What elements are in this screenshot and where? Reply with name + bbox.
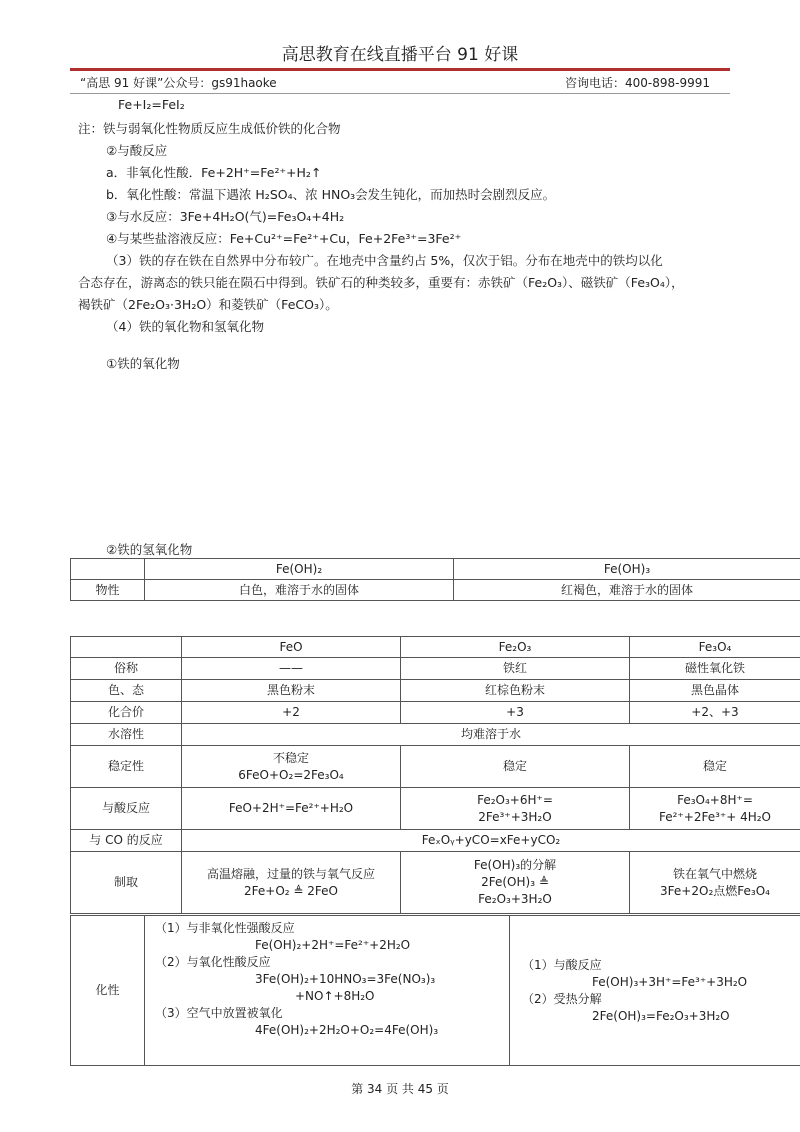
table-cell: 红褐色，难溶于水的固体 [454,580,800,601]
row-label: 物性 [71,580,145,601]
section-heading: ②与酸反应 [106,143,168,158]
table-cell [401,852,630,914]
table-cell: 均难溶于水 [182,724,800,746]
cell-line: Fe₂O₃+6H⁺= [477,792,553,807]
table-cell: +2、+3 [630,702,800,724]
cell-line: 不稳定 [272,750,309,765]
cell-line: +NO↑+8H₂O [295,989,375,1003]
table-cell: 白色，难溶于水的固体 [145,580,454,601]
table-cell: 黑色粉末 [182,680,401,702]
table-cell: 稳定 [401,746,630,788]
row-label: 与酸反应 [71,788,182,830]
paragraph-line: （3）铁的存在铁在自然界中分布较广。在地壳中含量约占 5%，仅次于铝。分布在地壳中的铁均以化 [106,253,663,268]
table-cell [630,788,800,830]
equation-line: Fe+I₂=FeI₂ [118,97,185,112]
text-line: b．氧化性酸：常温下遇浓 H₂SO₄、浓 HNO₃会发生钝化，而加热时会剧烈反应。 [106,187,556,202]
cell-line: 3Fe+2O₂点燃Fe₃O₄ [660,883,770,898]
table-cell [145,916,510,1066]
row-label: 与 CO 的反应 [71,830,182,852]
table-cell: FeO+2H⁺=Fe²⁺+H₂O [182,788,401,830]
hydroxide-chem-table [70,915,800,1066]
row-label: 化性 [71,916,145,1066]
cell-line: （1）与非氧化性强酸反应 [155,921,295,935]
header-cell-blank [71,637,182,658]
paragraph-line: 合态存在，游离态的铁只能在陨石中得到。铁矿石的种类较多，重要有：赤铁矿（Fe₂O₃）、磁铁矿（Fe₃O₄）， [78,275,684,290]
cell-line: （3）空气中放置被氧化 [155,1006,283,1020]
row-label: 制取 [71,852,182,914]
table-cell [510,916,800,1066]
cell-line: Fe²⁺+2Fe³⁺+ 4H₂O [658,809,772,824]
table-cell: 铁红 [401,658,630,680]
cell-line: 2Fe(OH)₃ ≜ [481,875,549,889]
header-cell-blank [71,559,145,580]
header-wechat: “高思 91 好课”公众号：gs91haoke [80,76,277,90]
table-cell: +2 [182,702,401,724]
table-cell: 稳定 [630,746,800,788]
row-label: 俗称 [71,658,182,680]
cell-line: 6FeO+O₂=2Fe₃O₄ [238,767,344,782]
table-cell: FeₓOᵧ+yCO=xFe+yCO₂ [182,830,800,852]
row-label: 化合价 [71,702,182,724]
header-title: 高思教育在线直播平台 91 好课 [281,45,519,65]
cell-line: （1）与酸反应 [522,957,602,972]
page-number: 第 34 页 共 45 页 [351,1082,449,1096]
header-accent-bar [70,68,730,71]
subsection-heading: ②铁的氢氧化物 [106,542,193,557]
oxide-table [70,636,800,914]
cell-line: 2Fe+O₂ ≜ 2FeO [244,883,338,898]
cell-line: 3Fe(OH)₂+10HNO₃=3Fe(NO₃)₃ [255,972,436,986]
cell-line: Fe₂O₃+3H₂O [478,892,552,906]
cell-line: Fe(OH)₃的分解 [473,858,557,872]
text-line: ④与某些盐溶液反应：Fe+Cu²⁺=Fe²⁺+Cu，Fe+2Fe³⁺=3Fe²⁺ [106,231,462,246]
table-cell: —— [182,658,401,680]
cell-line: 2Fe³⁺+3H₂O [478,809,552,824]
paragraph-line: 褐铁矿（2Fe₂O₃·3H₂O）和菱铁矿（FeCO₃）。 [78,297,338,312]
text-line: a．非氧化性酸．Fe+2H⁺=Fe²⁺+H₂↑ [106,165,322,180]
table-cell [182,852,401,914]
text-line: ③与水反应：3Fe+4H₂O(气)=Fe₃O₄+4H₂ [106,209,345,224]
header-cell: Fe(OH)₂ [145,559,454,580]
cell-line: Fe₃O₄+8H⁺= [677,792,753,807]
row-label: 稳定性 [71,746,182,788]
header-cell: Fe₃O₄ [630,637,800,658]
section-heading: （4）铁的氧化物和氢氧化物 [106,319,264,334]
row-label: 色、态 [71,680,182,702]
table-cell [401,788,630,830]
row-label: 水溶性 [71,724,182,746]
cell-line: 高温熔融，过量的铁与氧气反应 [206,866,375,881]
header-cell: Fe₂O₃ [401,637,630,658]
table-cell: 红棕色粉末 [401,680,630,702]
subsection-heading: ①铁的氧化物 [106,356,180,371]
header-divider [70,93,730,94]
table-cell: +3 [401,702,630,724]
cell-line: 铁在氧气中燃烧 [672,866,757,881]
cell-line: 4Fe(OH)₂+2H₂O+O₂=4Fe(OH)₃ [255,1023,439,1037]
table-cell: 磁性氧化铁 [630,658,800,680]
table-cell: 黑色晶体 [630,680,800,702]
cell-line: （2）与氧化性酸反应 [155,955,271,969]
cell-line: Fe(OH)₂+2H⁺=Fe²⁺+2H₂O [255,938,411,952]
table-cell [630,852,800,914]
header-phone: 咨询电话：400-898-9991 [564,76,710,90]
table-cell [182,746,401,788]
cell-line: Fe(OH)₃+3H⁺=Fe³⁺+3H₂O [592,974,748,989]
header-cell: FeO [182,637,401,658]
note-line: 注：铁与弱氧化性物质反应生成低价铁的化合物 [78,121,341,136]
hydroxide-table [70,558,800,601]
cell-line: （2）受热分解 [522,991,602,1006]
header-cell: Fe(OH)₃ [454,559,800,580]
cell-line: 2Fe(OH)₃=Fe₂O₃+3H₂O [592,1008,730,1023]
